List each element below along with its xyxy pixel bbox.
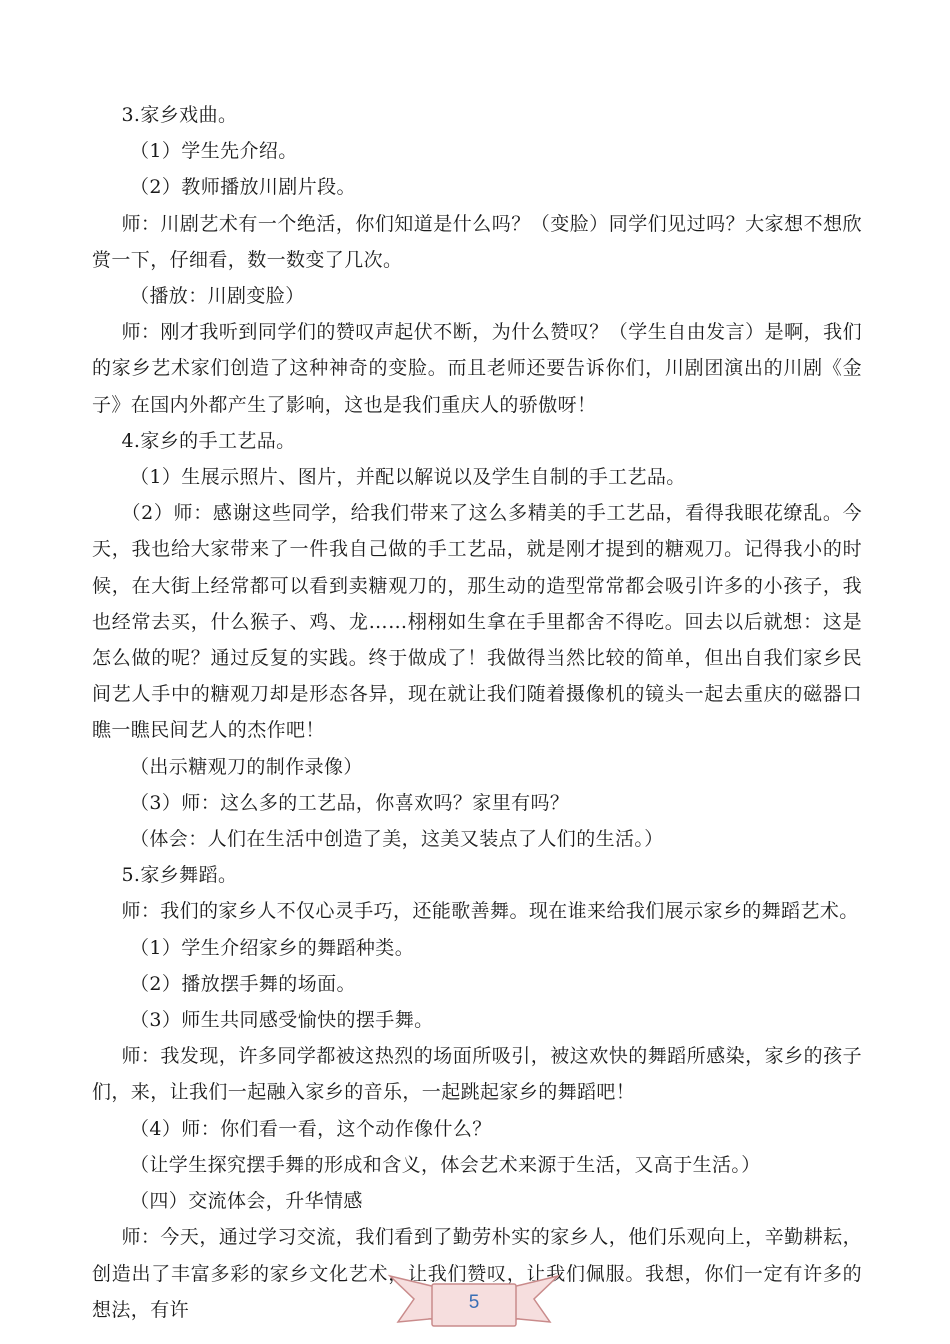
paragraph: 3.家乡戏曲。: [121, 104, 238, 126]
paragraph: （1）学生先介绍。: [130, 140, 298, 163]
paragraph: （2）师：感谢这些同学，给我们带来了这么多精美的手工艺品，看得我眼花缭乱。今天，我也给大家带来了一件我自己做的手工艺品，就是刚才提到的糖观刀。记得我小的时候，在大街上经常都可以看到卖糖观刀的，那生动的造型常常都会吸引许多的小孩子，我也经常去买，什么猴子、鸡、龙……栩栩如生拿在手里都舍不得吃。回去以后就想：这是怎么做的呢？通过反复的实践。终于做成了！我做得当然比较的简单，但出自我们家乡民间艺人手中的糖观刀却是形态各异，现在就让我们随着摄像机的镜头一起去重庆的磁器口瞧一瞧民间艺人的杰作吧！: [92, 502, 862, 742]
paragraph: （2）教师播放川剧片段。: [130, 176, 356, 199]
paragraph: （1）学生介绍家乡的舞蹈种类。: [130, 936, 415, 959]
paragraph: （四）交流体会，升华情感: [130, 1190, 363, 1213]
paragraph: （1）生展示照片、图片，并配以解说以及学生自制的手工艺品。: [130, 466, 686, 489]
paragraph: （2）播放摆手舞的场面。: [130, 972, 356, 995]
paragraph: （体会：人们在生活中创造了美，这美又装点了人们的生活。）: [130, 828, 664, 851]
paragraph: （3）师生共同感受愉快的摆手舞。: [130, 1009, 434, 1032]
page-number-ribbon: [388, 1266, 560, 1334]
paragraph: 5.家乡舞蹈。: [121, 864, 238, 887]
paragraph: （4）师：你们看一看，这个动作像什么？: [130, 1117, 492, 1140]
paragraph: （让学生探究摆手舞的形成和含义，体会艺术来源于生活，又高于生活。）: [130, 1153, 761, 1176]
paragraph: 师：今天，通过学习交流，我们看到了勤劳朴实的家乡人，他们乐观向上，辛勤耕耘，创造出了丰富多彩的家乡文化艺术，让我们赞叹，让我们佩服。我想，你们一定有许多的想法，有许: [92, 1226, 862, 1321]
paragraph: 师：我们的家乡人不仅心灵手巧，还能歌善舞。现在谁来给我们展示家乡的舞蹈艺术。: [121, 900, 859, 923]
paragraph: 师：我发现，许多同学都被这热烈的场面所吸引，被这欢快的舞蹈所感染，家乡的孩子们，来，让我们一起融入家乡的音乐，一起跳起家乡的舞蹈吧！: [92, 1045, 862, 1104]
paragraph: （3）师：这么多的工艺品，你喜欢吗？家里有吗？: [130, 791, 570, 814]
paragraph: 师：刚才我听到同学们的赞叹声起伏不断，为什么赞叹？（学生自由发言）是啊，我们的家乡艺术家们创造了这种神奇的变脸。而且老师还要告诉你们，川剧团演出的川剧《金子》在国内外都产生了影响，这也是我们重庆人的骄傲呀！: [92, 321, 862, 416]
paragraph: （出示糖观刀的制作录像）: [130, 755, 363, 778]
paragraph: 师：川剧艺术有一个绝活，你们知道是什么吗？（变脸）同学们见过吗？大家想不想欣赏一下，仔细看，数一数变了几次。: [92, 212, 862, 271]
paragraph: （播放：川剧变脸）: [130, 285, 305, 308]
paragraph: 4.家乡的手工艺品。: [121, 429, 296, 452]
document-body: [92, 97, 862, 1328]
page-number: 5: [468, 1292, 480, 1313]
